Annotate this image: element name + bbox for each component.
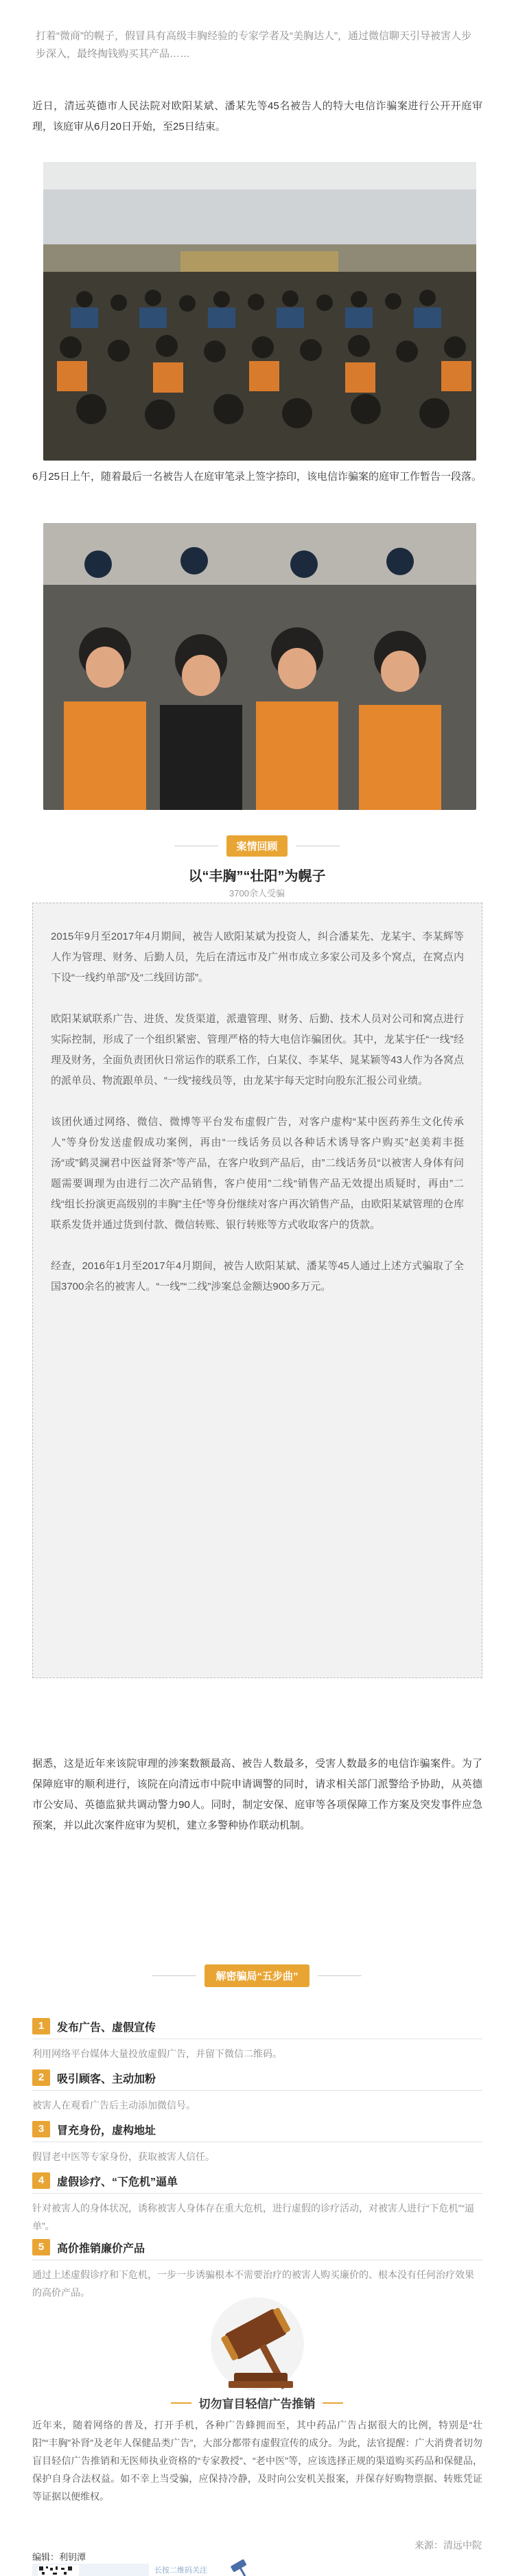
step-title: 发布广告、虚假宣传	[57, 2021, 156, 2034]
steps-header	[0, 1964, 514, 1987]
step-number: 4	[32, 2172, 50, 2189]
steps-badge: 解密骗局“五步曲”	[205, 1964, 309, 1987]
qr-code-block[interactable]	[32, 2564, 149, 2576]
editor-label: 编辑：利钥潭	[32, 2552, 86, 2562]
step-divider	[32, 2090, 482, 2091]
step-item	[32, 2172, 482, 2235]
step-number: 2	[32, 2069, 50, 2086]
defendants-photo	[43, 523, 476, 810]
step-description: 假冒老中医等专家身份，获取被害人信任。	[32, 2151, 215, 2162]
step-title: 吸引顾客、主动加粉	[57, 2073, 156, 2085]
step-item	[32, 2069, 482, 2114]
tip-body: 近年来，随着网络的普及，打开手机，各种广告蜂拥而至，其中药品广告占据很大的比例，特别是“壮阳”“丰胸”补肾”及老年人保健品类广告”，大部分都带有虚假宣传的成分。为此，法官提醒：广大消费者切勿盲目轻信广告推销和无医师执业资格的“专家教授”、“老中医”等，应该选择正规的渠道购买药品和保健品，保护自身合法权益。如不幸上当受骗，应保持冷静，及时向公安机关报案，并保存好购物票据、转账凭证等证据以便维权。	[32, 2420, 482, 2502]
case-paragraph: 欧阳某斌联系广告、进货、发货渠道，派遣管理、财务、后勤、技术人员对公司和窝点进行实际控制，形成了一个组织紧密、管理严格的特大电信诈骗团伙。其中，龙某宇任“一线”经理及财务，全面负责团伙日常运作的联系工作，白某仪、李某华、晁某颖等43人作为各窝点的派单员、物流跟单员、“一线”接线员等，由龙某宇每天定时向股东汇报公司业绩。	[51, 1013, 464, 1087]
gavel-icon	[180, 2296, 334, 2392]
case-paragraph: 经查，2016年1月至2017年4月期间，被告人欧阳某斌、潘某等45人通过上述方式骗取了全国3700余名的被害人。“一线”“二线”涉案总金额达900多万元。	[51, 1260, 464, 1292]
step-divider	[32, 2193, 482, 2194]
intro-text: 打着“微商”的幌子，假冒具有高级丰胸经验的专家学者及“美胸达人”，通过微信聊天引导被害人步步深入，最终掏钱购买其产品……	[36, 30, 471, 60]
step-title: 虚假诊疗、“下危机”逼单	[57, 2176, 178, 2188]
step-item	[32, 2239, 482, 2301]
case-review-title: 以“丰胸”“壮阳”为幌子	[188, 869, 326, 884]
case-review-badge: 案情回顾	[226, 835, 287, 857]
step-description: 针对被害人的身体状况，诱称被害人身体存在重大危机，进行虚假的诊疗活动，对被害人进行“下危机”“逼单”。	[32, 2203, 474, 2231]
case-review-header	[0, 835, 514, 857]
tip-title: 切勿盲目轻信广告推销	[198, 2398, 316, 2411]
step-item	[32, 2121, 482, 2166]
step-number: 3	[32, 2121, 50, 2137]
step-item	[32, 2018, 482, 2063]
step-title: 冒充身份，虚构地址	[57, 2124, 156, 2137]
source-label: 来源：清远中院	[414, 2540, 482, 2551]
step-number: 5	[32, 2239, 50, 2255]
step-description: 通过上述虚假诊疗和下危机，一步一步诱骗根本不需要治疗的被害人购买廉价的、根本没有任何治疗效果的高价产品。	[32, 2269, 474, 2298]
news-paragraph-3: 据悉，这是近年来该院审理的涉案数额最高、被告人数最多，受害人数最多的电信诈骗案件。为了保障庭审的顺利进行，该院在向清远市中院申请调警的同时，请求相关部门派警给予协助，从英德市公安局、英德监狱共调动警力90人。同时，制定安保、庭审等各项保障工作方案及突发事件应急预案，并以此次案件庭审为契机，建立多警种协作联动机制。	[32, 1758, 482, 1831]
news-paragraph-1: 近日，清远英德市人民法院对欧阳某斌、潘某先等45名被告人的特大电信诈骗案进行公开开庭审理，该庭审从6月20日开始，至25日结束。	[32, 100, 482, 132]
case-paragraph: 2015年9月至2017年4月期间，被告人欧阳某斌为投资人，纠合潘某先、龙某宇、李某辉等人作为管理、财务、后勤人员，先后在清远市及广州市成立多家公司及多个窝点，在窝点内下设“一线约单部”及“二线回访部”。	[51, 931, 464, 984]
step-description: 利用网络平台媒体大量投放虚假广告，并留下微信二维码。	[32, 2048, 282, 2059]
courtroom-photo	[43, 162, 476, 461]
qr-caption: 长按二维码关注	[154, 2566, 207, 2575]
step-number: 1	[32, 2018, 50, 2034]
case-review-subtitle: 3700余人受骗	[229, 888, 285, 898]
case-paragraph: 该团伙通过网络、微信、微博等平台发布虚假广告，对客户虚构“某中医药养生文化传承人”等身份发送虚假成功案例，再由“一线话务员以各种话术诱导客户购买”赵美莉丰挺汤“或”鹤灵澜君中医益肾茶“等产品，在客户收到产品后，由”二线话务员“以被害人身体有问题需要调理为由进行二次产品销售，客户使用”二线“销售产品无效提出质疑时，再由”二线“组长扮演更高级别的丰胸”主任“等身份继续对客户再次销售产品，由欧阳某斌管理的仓库联系发货并通过货到付款、微信转账、银行转账等方式收取客户的货款。	[51, 1116, 464, 1231]
step-description: 被害人在观看广告后主动添加微信号。	[32, 2100, 196, 2111]
small-gavel-icon	[226, 2559, 254, 2576]
tip-header	[0, 2394, 514, 2411]
step-title: 高价推销廉价产品	[57, 2242, 145, 2255]
news-paragraph-2: 6月25日上午，随着最后一名被告人在庭审笔录上签字捺印，该电信诈骗案的庭审工作暂告一段落。	[32, 471, 482, 483]
case-review-box	[32, 903, 482, 1678]
